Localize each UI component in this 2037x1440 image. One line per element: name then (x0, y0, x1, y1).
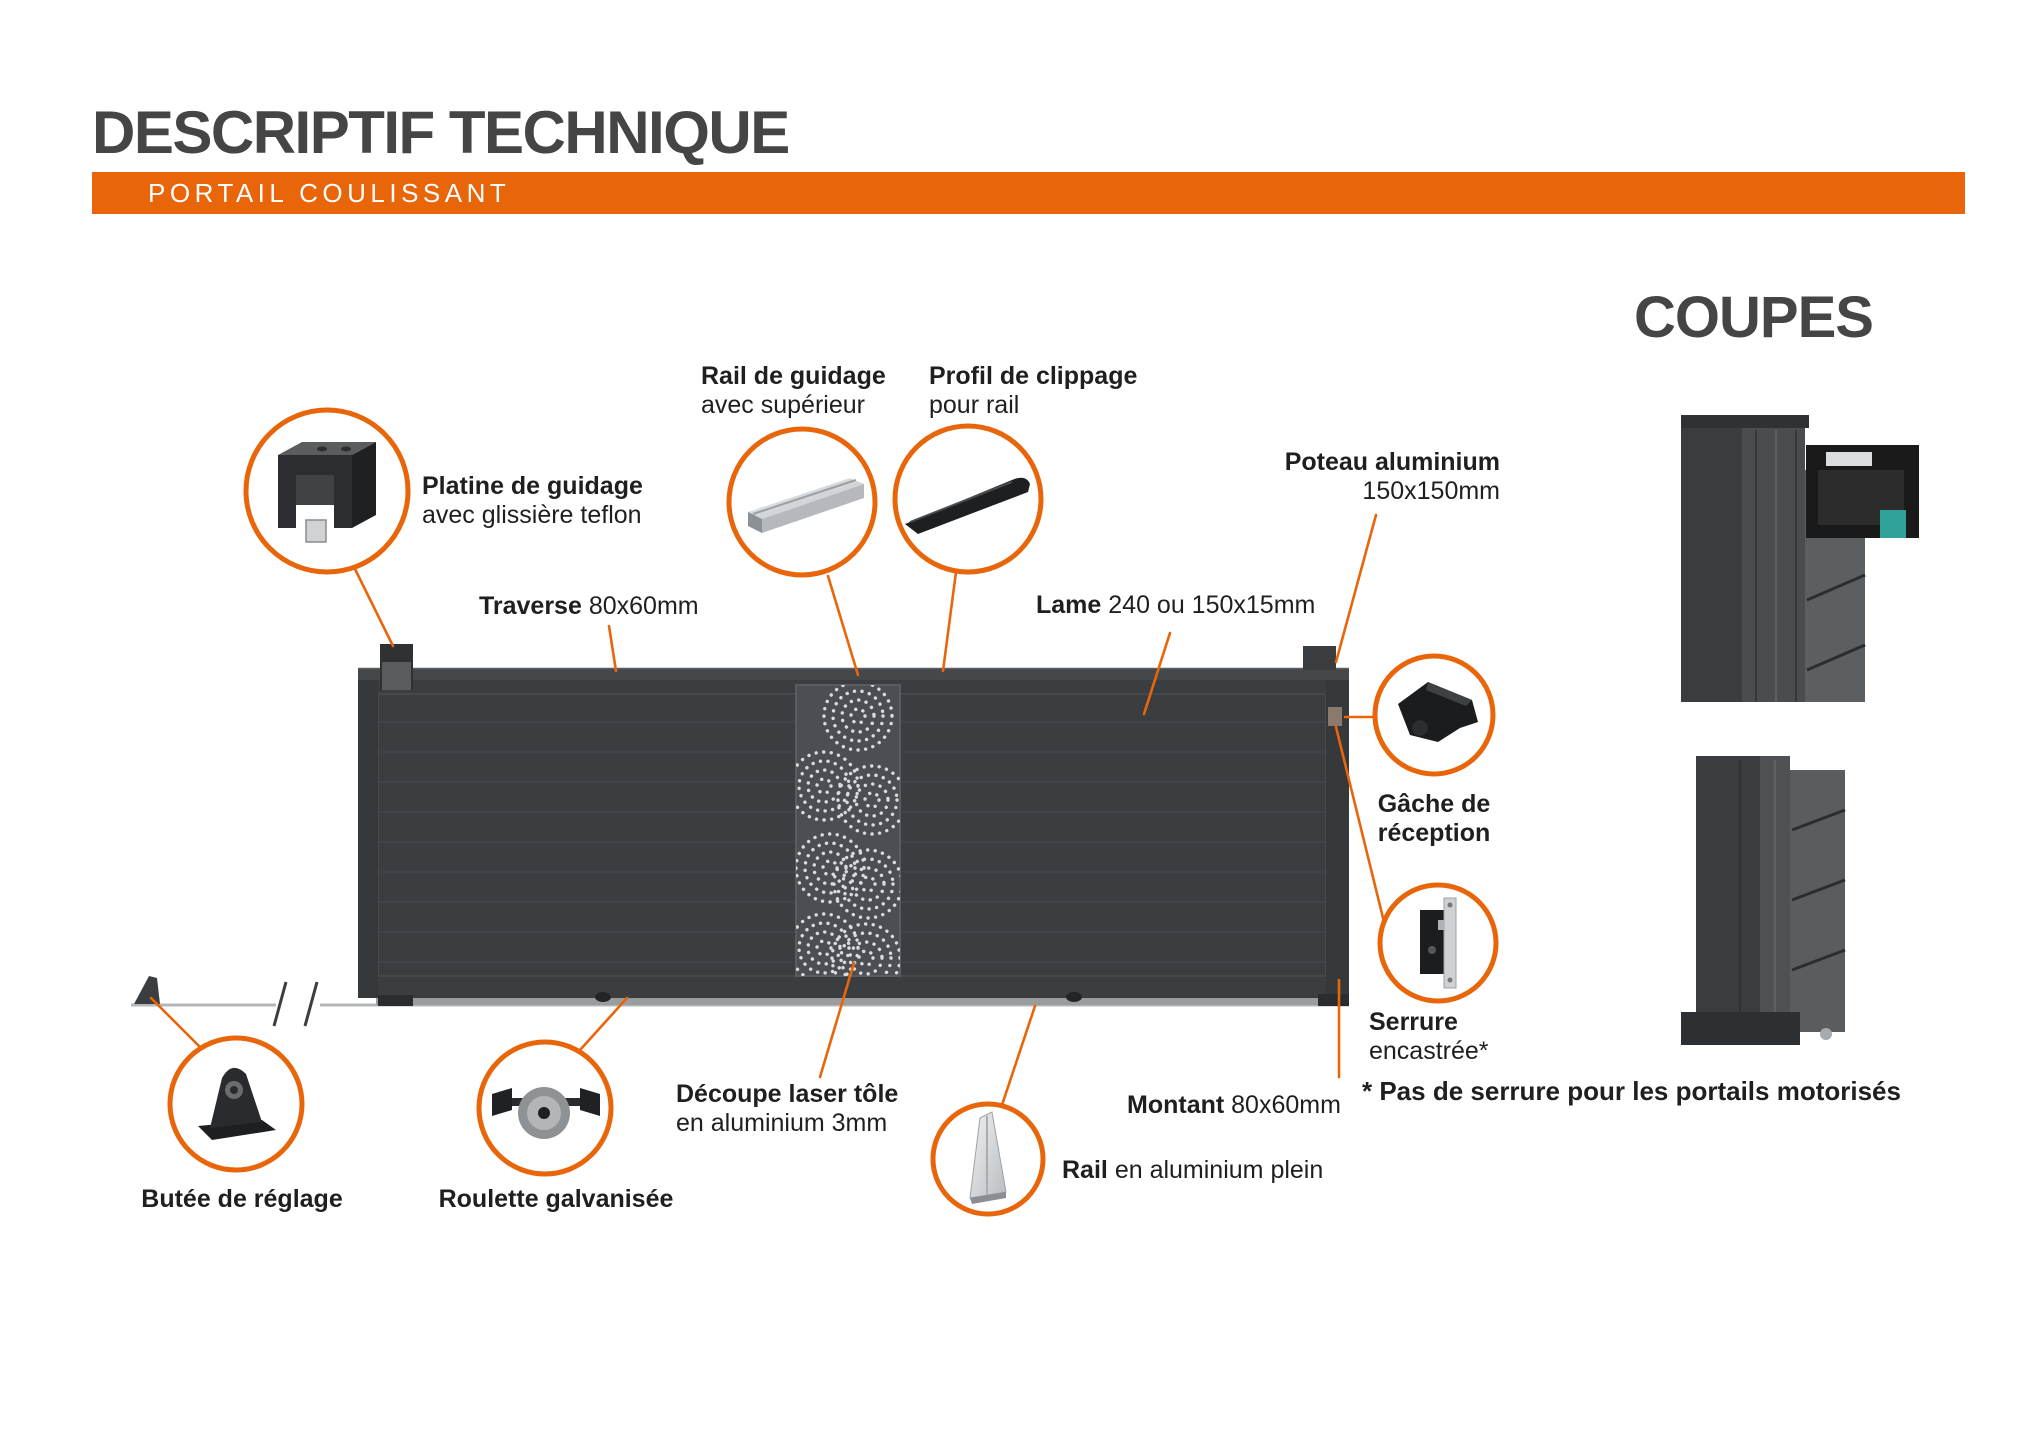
platine-hole (317, 447, 327, 452)
callout-detail: 80x60mm (1231, 1091, 1341, 1119)
callout-detail: 240 ou 150x15mm (1108, 591, 1316, 619)
detail-roulette (479, 1042, 611, 1174)
post-base-plate (1681, 1012, 1800, 1045)
right-post-top (1303, 646, 1336, 670)
callout-profil-clippage (929, 362, 1137, 420)
platine-side-face (352, 442, 376, 528)
detail-profil-clippage (895, 426, 1041, 572)
callout-decoupe-laser (676, 1080, 898, 1138)
guide-bracket-plate (1826, 452, 1872, 466)
platine-inner-wall (296, 475, 334, 505)
gate-profile-section (1790, 770, 1845, 1032)
cross-section-bottom (1681, 756, 1845, 1045)
callout-traverse (479, 592, 699, 621)
motorized-gate-note: * Pas de serrure pour les portails motorisés (1362, 1076, 1901, 1106)
callout-title: Rail (1062, 1156, 1108, 1184)
gate-wheel (595, 992, 611, 1002)
callout-lame (1036, 591, 1315, 620)
butee-hole-center (230, 1086, 238, 1094)
detail-rail (933, 1104, 1043, 1214)
detail-rail-guidage (729, 429, 875, 575)
callout-title: Montant (1127, 1091, 1225, 1119)
leader-rail (1002, 1006, 1035, 1105)
gate-left-upright (358, 680, 378, 998)
strike-box (1328, 707, 1342, 726)
sliding-gate (358, 644, 1349, 1006)
callout-detail: encastrée* (1369, 1037, 1489, 1065)
serrure-bolt (1438, 920, 1444, 930)
callout-detail: en aluminium 3mm (676, 1109, 888, 1137)
serrure-faceplate (1444, 898, 1456, 988)
callout-roulette (416, 1185, 696, 1214)
gate-right-foot (1318, 994, 1349, 1006)
leader-profil-clippage (943, 572, 956, 671)
post-profile-dark (1696, 756, 1760, 1020)
callout-serrure (1369, 1008, 1489, 1066)
callout-title: Platine de guidage (422, 472, 643, 500)
callout-title-line: Gâche de (1377, 790, 1491, 818)
callout-detail: 150x150mm (1362, 477, 1500, 505)
callout-title: Découpe laser tôle (676, 1080, 899, 1108)
callout-poteau (1200, 448, 1500, 506)
callout-detail: 80x60mm (588, 592, 699, 620)
callout-title: Serrure (1369, 1008, 1458, 1036)
detail-gache (1375, 656, 1493, 774)
platine-teflon-glide (306, 520, 326, 542)
cross-section-top (1681, 415, 1919, 702)
callout-montant (1127, 1091, 1341, 1120)
callout-rail (1062, 1156, 1323, 1185)
callout-detail: avec supérieur (701, 391, 865, 419)
serrure-keyhole (1428, 946, 1436, 954)
page-subtitle: PORTAIL COULISSANT (148, 178, 511, 208)
platine-hole (341, 447, 351, 452)
subtitle-band (92, 172, 1965, 214)
leader-rail-guidage (828, 576, 858, 675)
callout-detail: pour rail (929, 391, 1020, 419)
callout-platine-guidage (422, 472, 643, 530)
callout-rail-guidage (701, 362, 886, 420)
leader-poteau (1336, 515, 1376, 662)
callout-title: Rail de guidage (701, 362, 886, 390)
post-profile-dark (1681, 415, 1742, 702)
callout-detail: avec glissière teflon (422, 501, 642, 529)
left-guide-post-face (382, 662, 411, 690)
serrure-screw (1448, 978, 1453, 983)
bottom-wheel (1820, 1028, 1832, 1040)
coupes-heading: COUPES (1634, 285, 1873, 350)
detail-platine-guidage (246, 410, 408, 572)
callout-title: Butée de réglage (141, 1185, 343, 1213)
laser-cut-panel (796, 685, 900, 976)
callout-gache (1334, 790, 1534, 848)
callout-detail: en aluminium plein (1114, 1156, 1324, 1184)
callout-title: Traverse (479, 592, 582, 620)
callout-title: Roulette galvanisée (438, 1185, 674, 1213)
gate-bottom-rail (376, 998, 1349, 1005)
serrure-body (1420, 910, 1446, 974)
stopper (134, 976, 160, 1004)
callout-title: Poteau aluminium (1284, 448, 1500, 476)
break-mark (305, 982, 317, 1026)
gate-top-rail (358, 668, 1349, 680)
callout-title: Profil de clippage (929, 362, 1138, 390)
detail-serrure (1380, 885, 1496, 1001)
leader-traverse (609, 626, 616, 671)
page-title: DESCRIPTIF TECHNIQUE (92, 99, 789, 166)
gate-left-foot (378, 995, 413, 1006)
leader-platine-guidage (354, 567, 393, 646)
guide-glide-teal (1880, 510, 1906, 538)
detail-butee (170, 1038, 302, 1170)
roulette-hub (538, 1107, 550, 1119)
callout-title: Lame (1036, 591, 1102, 619)
callout-butee (112, 1185, 372, 1214)
post-cap (1681, 415, 1809, 428)
gate-wheel (1066, 992, 1082, 1002)
gache-roller (1412, 720, 1428, 736)
callout-title-line: réception (1377, 819, 1491, 847)
serrure-screw (1448, 903, 1453, 908)
